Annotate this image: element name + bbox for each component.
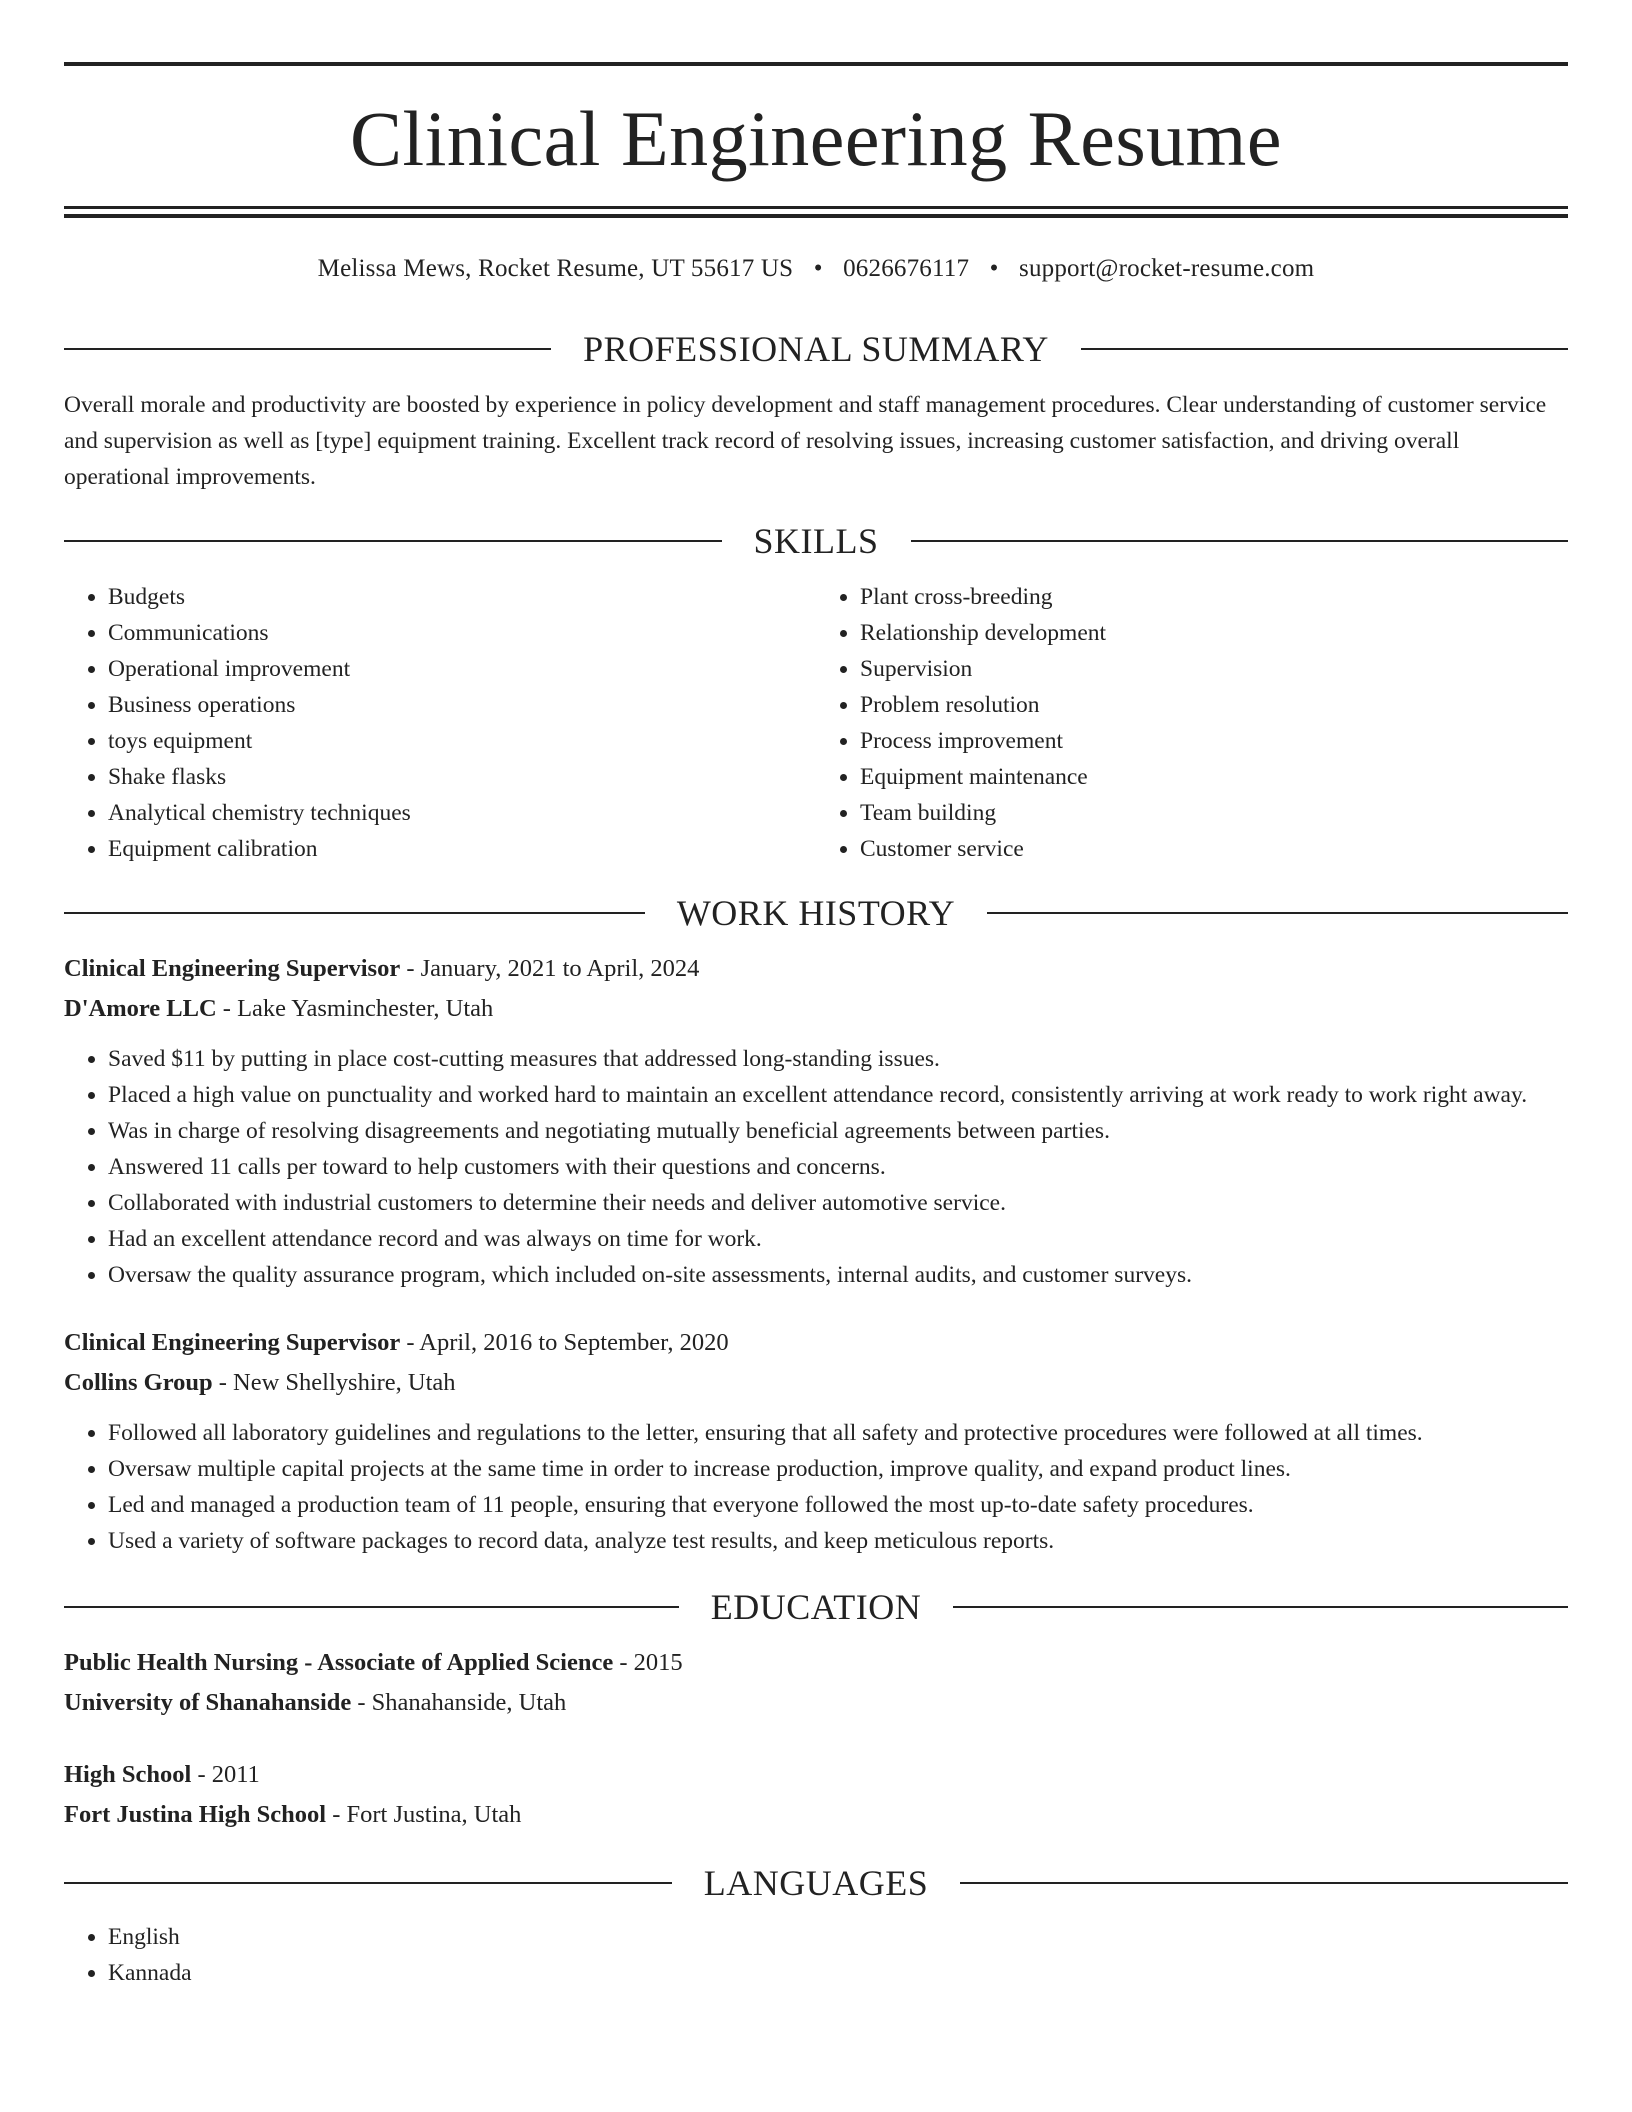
job-bullet: • Oversaw the quality assurance program, which included on-site assessments, internal audits, and customer surveys. — [108, 1257, 1568, 1293]
job-company: Collins Group — [64, 1369, 213, 1396]
job-bullet: • Had an excellent attendance record and was always on time for work. — [108, 1221, 1568, 1257]
education-year: - 2015 — [613, 1649, 683, 1676]
page-title: Clinical Engineering Resume — [350, 95, 1282, 182]
education-location: - Fort Justina, Utah — [326, 1801, 522, 1828]
education-school: Fort Justina High School — [64, 1801, 327, 1828]
languages-heading-label: LANGUAGES — [703, 1863, 929, 1903]
languages-list — [64, 1919, 1568, 1991]
skill-item: • Operational improvement — [108, 651, 816, 687]
contact-email: support@rocket-resume.com — [1019, 255, 1315, 282]
job-bullet: • Used a variety of software packages to record data, analyze test results, and keep meticulous reports. — [108, 1523, 1568, 1559]
education-entry — [64, 1755, 1568, 1835]
summary-text: Overall morale and productivity are boosted by experience in policy development and staff management procedures. Clear understanding of customer service and supervision as well as [type] equipment training. Excellent track record of resolving issues, increasing customer satisfaction, and driving overall operational improvements. — [64, 392, 1547, 490]
education-heading-label: EDUCATION — [710, 1587, 922, 1627]
skill-item: • Plant cross-breeding — [860, 579, 1568, 615]
heading-rule — [64, 1882, 672, 1884]
skill-item: • Relationship development — [860, 615, 1568, 651]
job-entry — [64, 1323, 1568, 1559]
job-bullet: • Followed all laboratory guidelines and regulations to the letter, ensuring that all safety and protective procedures were followed at all times. — [108, 1415, 1568, 1451]
job-company-line — [64, 1363, 1568, 1403]
skill-item: • Shake flasks — [108, 759, 816, 795]
job-bullet: • Collaborated with industrial customers to determine their needs and deliver automotive service. — [108, 1185, 1568, 1221]
heading-rule — [64, 348, 551, 350]
skills-heading — [64, 519, 1568, 563]
heading-rule — [953, 1606, 1568, 1608]
languages-heading — [64, 1861, 1568, 1905]
skills-heading-label: SKILLS — [753, 521, 879, 561]
skill-item: • Business operations — [108, 687, 816, 723]
job-bullet: • Saved $11 by putting in place cost-cutting measures that addressed long-standing issues. — [108, 1041, 1568, 1077]
job-bullet: • Placed a high value on punctuality and worked hard to maintain an excellent attendance record, consistently arriving at work ready to work right away. — [108, 1077, 1568, 1113]
job-entry — [64, 949, 1568, 1293]
skill-item: • toys equipment — [108, 723, 816, 759]
education-degree-line — [64, 1755, 1568, 1795]
education-entry — [64, 1643, 1568, 1723]
education-location: - Shanahanside, Utah — [351, 1689, 567, 1716]
job-bullets — [64, 1041, 1568, 1293]
education-year: - 2011 — [191, 1761, 260, 1788]
job-bullet: • Was in charge of resolving disagreements and negotiating mutually beneficial agreements between parties. — [108, 1113, 1568, 1149]
work-heading — [64, 891, 1568, 935]
contact-phone: 0626676117 — [843, 255, 970, 282]
job-title-line — [64, 1323, 1568, 1363]
contact-address: Melissa Mews, Rocket Resume, UT 55617 US — [317, 255, 794, 282]
top-rule — [64, 62, 1568, 66]
skill-item: • Analytical chemistry techniques — [108, 795, 816, 831]
skills-column-left — [64, 579, 816, 867]
work-heading-label: WORK HISTORY — [676, 893, 956, 933]
job-location: - New Shellyshire, Utah — [212, 1369, 456, 1396]
education-heading — [64, 1585, 1568, 1629]
education-degree-line — [64, 1643, 1568, 1683]
job-bullets — [64, 1415, 1568, 1559]
heading-rule — [64, 540, 722, 542]
heading-rule — [911, 540, 1569, 542]
summary-heading-label: PROFESSIONAL SUMMARY — [583, 329, 1049, 369]
job-location: - Lake Yasminchester, Utah — [216, 995, 494, 1022]
language-item: • Kannada — [108, 1955, 1568, 1991]
summary-heading — [64, 327, 1568, 371]
skill-item: • Equipment calibration — [108, 831, 816, 867]
contact-separator: • — [813, 255, 823, 282]
heading-rule — [64, 1606, 679, 1608]
job-title: Clinical Engineering Supervisor — [64, 1329, 401, 1356]
skill-item: • Supervision — [860, 651, 1568, 687]
job-title-line — [64, 949, 1568, 989]
education-school-line — [64, 1795, 1568, 1835]
skill-item: • Budgets — [108, 579, 816, 615]
heading-rule — [64, 912, 645, 914]
contact-line — [64, 255, 1568, 287]
contact-separator: • — [989, 255, 999, 282]
education-school-line — [64, 1683, 1568, 1723]
job-dates: - January, 2021 to April, 2024 — [400, 955, 700, 982]
job-title: Clinical Engineering Supervisor — [64, 955, 401, 982]
skills-column-right — [816, 579, 1568, 867]
heading-rule — [960, 1882, 1568, 1884]
skills-list — [64, 579, 1568, 867]
language-item: • English — [108, 1919, 1568, 1955]
education-school: University of Shanahanside — [64, 1689, 352, 1716]
skill-item: • Problem resolution — [860, 687, 1568, 723]
education-degree: High School — [64, 1761, 192, 1788]
education-degree: Public Health Nursing - Associate of Applied Science — [64, 1649, 614, 1676]
skill-item: • Process improvement — [860, 723, 1568, 759]
job-company-line — [64, 989, 1568, 1029]
heading-rule — [1081, 348, 1568, 350]
skill-item: • Equipment maintenance — [860, 759, 1568, 795]
job-dates: - April, 2016 to September, 2020 — [400, 1329, 729, 1356]
heading-rule — [987, 912, 1568, 914]
title-double-rule — [64, 206, 1568, 218]
job-bullet: • Led and managed a production team of 11 people, ensuring that everyone followed the most up-to-date safety procedures. — [108, 1487, 1568, 1523]
job-bullet: • Answered 11 calls per toward to help customers with their questions and concerns. — [108, 1149, 1568, 1185]
skill-item: • Customer service — [860, 831, 1568, 867]
job-company: D'Amore LLC — [64, 995, 217, 1022]
skill-item: • Team building — [860, 795, 1568, 831]
job-bullet: • Oversaw multiple capital projects at the same time in order to increase production, improve quality, and expand product lines. — [108, 1451, 1568, 1487]
skill-item: • Communications — [108, 615, 816, 651]
